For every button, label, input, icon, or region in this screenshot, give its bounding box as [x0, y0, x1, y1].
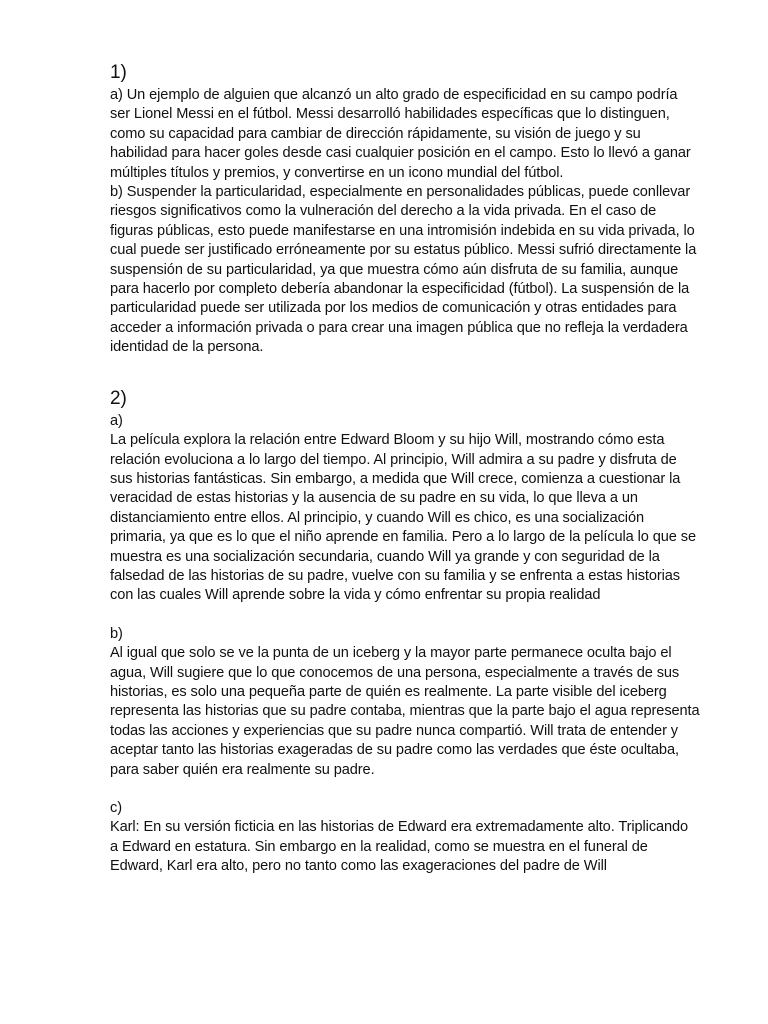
- section-2-label-c: c): [110, 800, 122, 816]
- section-1-number: 1): [110, 62, 127, 83]
- section-1-answer-a: a) Un ejemplo de alguien que alcanzó un alto grado de especificidad en su campo podría ser Lionel Messi en el fútbol. Messi desarrolló habilidades específicas que lo distinguen, como su capacidad para cambiar de dirección rápidamente, su visión de juego y su habilidad para hacer goles desde casi cualquier posición en el campo. Esto lo llevó a ganar múltiples títulos y premios, y convertirse en un icono mundial del fútbol.: [110, 87, 691, 181]
- section-1-answer-b: b) Suspender la particularidad, especialmente en personalidades públicas, puede conllevar riesgos significativos como la vulneración del derecho a la vida privada. En el caso de figuras públicas, esto puede manifestarse en una intromisión indebida en su vida privada, lo cual puede ser justificado erróneamente por su estatus público. Messi sufrió directamente la suspensión de su particularidad, ya que muestra cómo aún disfruta de su familia, aunque para hacerlo por completo debería abandonar la especificidad (fútbol). La suspensión de la particularidad puede ser utilizada por los medios de comunicación y otras entidades para acceder a información privada o para crear una imagen pública que no refleja la verdadera identidad de la persona.: [110, 184, 697, 356]
- section-2-answer-c: Karl: En su versión ficticia en las historias de Edward era extremadamente alto. Triplicando a Edward en estatura. Sin embargo en la realidad, como se muestra en el funeral de Edward, Karl era alto, pero no tanto como las exageraciones del padre de Will: [110, 819, 689, 875]
- section-2-answer-a: La película explora la relación entre Edward Bloom y su hijo Will, mostrando cómo esta relación evoluciona a lo largo del tiempo. Al principio, Will admira a su padre y disfruta de sus historias fantásticas. Sin embargo, a medida que Will crece, comienza a cuestionar la veracidad de estas historias y la ausencia de su padre en su vida, lo que lleva a un distanciamiento entre ellos. Al principio, y cuando Will es chico, es una socialización primaria, ya que es lo que el niño aprende en familia. Pero a lo largo de la película lo que se muestra es una socialización secundaria, cuando Will ya grande y con seguridad de la falsedad de las historias de su padre, vuelve con su familia y se enfrenta a estas historias con las cuales Will aprende sobre la vida y cómo enfrentar su propia realidad: [110, 432, 696, 604]
- document-page: [110, 62, 700, 877]
- section-spacer: [110, 358, 700, 388]
- section-2-answer-b: Al igual que solo se ve la punta de un iceberg y la mayor parte permanece oculta bajo el agua, Will sugiere que lo que conocemos de una persona, especialmente a través de sus historias, es solo una pequeña parte de quién es realmente. La parte visible del iceberg representa las historias que su padre contaba, mientras que la parte bajo el agua representa todas las acciones y experiencias que su padre nunca compartió. Will trata de entender y aceptar tanto las historias exageradas de su padre como las verdades que éste ocultaba, para saber quién era realmente su padre.: [110, 645, 700, 778]
- section-2-label-a: a): [110, 412, 123, 429]
- paragraph-spacer: [110, 780, 700, 799]
- section-2-label-b: b): [110, 625, 123, 642]
- paragraph-spacer: [110, 606, 700, 625]
- section-2-number: 2): [110, 387, 127, 409]
